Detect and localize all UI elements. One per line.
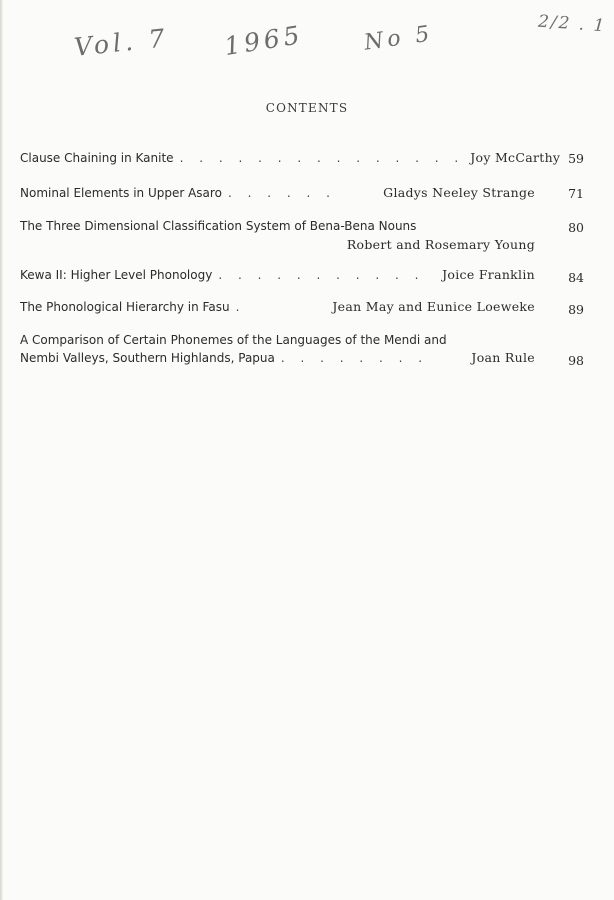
- entry-page-number: 84: [568, 270, 584, 285]
- leader-dots: .: [235, 300, 246, 314]
- handwritten-corner-note: 2/2 . 1: [537, 11, 608, 37]
- leader-dots: . . . . . . . . . . . . . . .: [179, 151, 465, 165]
- toc-entry-5: [20, 299, 535, 315]
- entry-page-number: 98: [568, 353, 584, 368]
- toc-entry-2: [20, 185, 535, 201]
- entry-title: The Phonological Hierarchy in Fasu: [20, 300, 230, 314]
- entry-author: Robert and Rosemary Young: [346, 237, 535, 252]
- toc-entry-4: [20, 267, 535, 283]
- contents-heading: CONTENTS: [265, 101, 349, 115]
- handwritten-number-note: No 5: [362, 21, 435, 56]
- toc-entry-6: [20, 333, 535, 348]
- entry-title: Clause Chaining in Kanite: [20, 151, 174, 165]
- handwritten-year-note: 1965: [222, 19, 306, 62]
- entry-page-number: 89: [568, 302, 584, 317]
- entry-page-number: 80: [568, 220, 584, 235]
- entry-title: The Three Dimensional Classification System of Bena-Bena Nouns: [20, 219, 417, 233]
- handwritten-volume-note: Vol. 7: [72, 23, 170, 62]
- entry-author: Joy McCarthy: [470, 150, 561, 165]
- entry-author: Gladys Neeley Strange: [383, 185, 535, 200]
- entry-author: Joice Franklin: [442, 267, 535, 282]
- toc-entry-1: [20, 150, 561, 166]
- toc-entry-3-author-line: [20, 237, 535, 252]
- entry-page-number: 71: [568, 186, 584, 201]
- entry-author: Jean May and Eunice Loeweke: [332, 299, 535, 314]
- entry-title-line-1: A Comparison of Certain Phonemes of the Languages of the Mendi and: [20, 333, 447, 347]
- leader-dots: . . . . . .: [227, 186, 336, 200]
- leader-dots: . . . . . . . . . . .: [218, 268, 425, 282]
- toc-entry-3: [20, 219, 535, 234]
- entry-author: Joan Rule: [471, 350, 535, 365]
- entry-page-number: 59: [568, 151, 584, 166]
- leader-dots: . . . . . . . .: [280, 351, 429, 365]
- entry-title: Kewa II: Higher Level Phonology: [20, 268, 213, 282]
- toc-entry-6-line-2: [20, 350, 535, 366]
- entry-title: Nominal Elements in Upper Asaro: [20, 186, 222, 200]
- entry-title-line-2: Nembi Valleys, Southern Highlands, Papua: [20, 351, 275, 365]
